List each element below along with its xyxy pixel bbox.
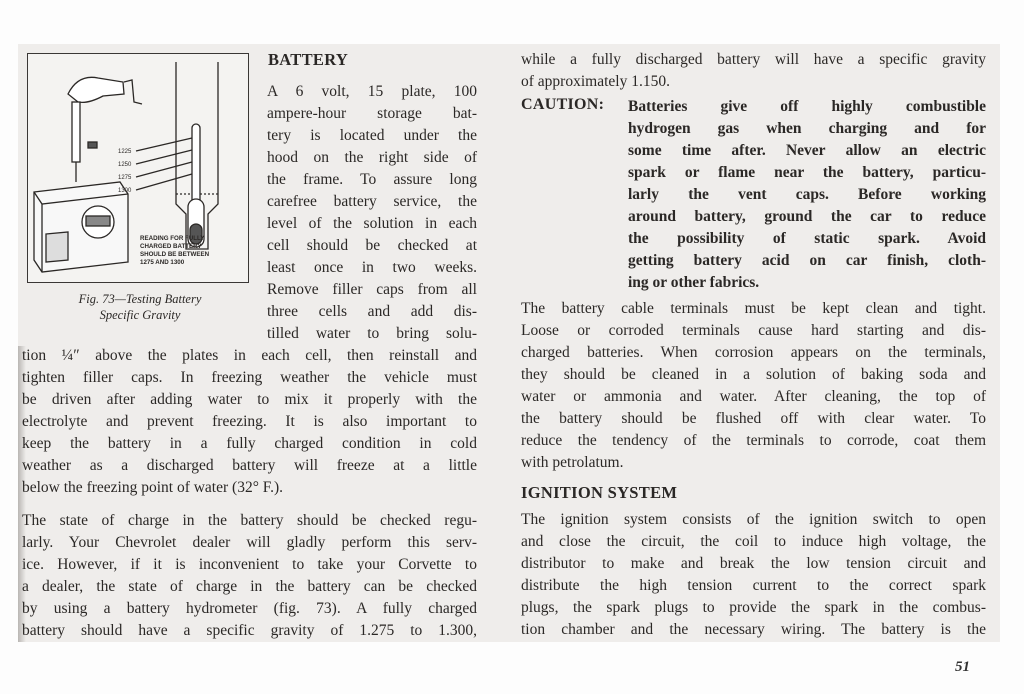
text-line: and close the circuit, the coil to induce high voltage, the bbox=[521, 533, 986, 550]
text-line: larly. Your Chevrolet dealer will gladly perform this serv- bbox=[22, 534, 477, 551]
text-line: Batteries give off highly combustible bbox=[628, 98, 986, 115]
text-line: tion chamber and the necessary wiring. The battery is the bbox=[521, 621, 986, 638]
hydrometer-illustration bbox=[28, 54, 248, 282]
text-line: battery should have a specific gravity of 1.275 to 1.300, bbox=[22, 622, 477, 639]
text-line: Remove filler caps from all bbox=[267, 281, 477, 298]
text-line: tion ¼″ above the plates in each cell, then reinstall and bbox=[22, 347, 477, 364]
text-line: The state of charge in the battery should be checked regu- bbox=[22, 512, 477, 529]
text-line: electrolyte and prevent freezing. It is also important to bbox=[22, 413, 477, 430]
text-line: around battery, ground the car to reduce bbox=[628, 208, 986, 225]
caption-line: Specific Gravity bbox=[99, 308, 181, 322]
text-line: ing or other fabrics. bbox=[628, 274, 760, 291]
caption-line: Fig. 73—Testing Battery bbox=[78, 292, 202, 306]
text-line: they should be cleaned in a solution of baking soda and bbox=[521, 366, 986, 383]
reading-note: 1275 AND 1300 bbox=[140, 259, 185, 266]
text-line: of approximately 1.150. bbox=[521, 73, 670, 90]
text-line: larly the vent caps. Before working bbox=[628, 186, 986, 203]
text-line: the possibility of static spark. Avoid bbox=[628, 230, 986, 247]
ignition-heading: IGNITION SYSTEM bbox=[521, 483, 678, 502]
text-line: The ignition system consists of the ignition switch to open bbox=[521, 511, 986, 528]
text-line: three cells and add dis- bbox=[267, 303, 477, 320]
caution-label: CAUTION: bbox=[521, 96, 605, 113]
text-line: getting battery acid on car finish, cloth- bbox=[628, 252, 986, 269]
text-line: below the freezing point of water (32° F.). bbox=[22, 479, 284, 496]
text-line: cell should be checked at bbox=[267, 237, 477, 254]
text-line: hydrogen gas when charging and for bbox=[628, 120, 986, 137]
scale-label: 1225 bbox=[118, 149, 132, 155]
text-line: Loose or corroded terminals cause hard starting and dis- bbox=[521, 322, 986, 339]
reading-note: READING FOR FULLY bbox=[140, 235, 205, 242]
text-line: distributor to make and break the low tension circuit and bbox=[521, 555, 986, 572]
text-line: while a fully discharged battery will have a specific gravity bbox=[521, 51, 986, 68]
text-line: carefree battery service, the bbox=[267, 193, 477, 210]
text-line: hood on the right side of bbox=[267, 149, 477, 166]
text-line: tery is located under the bbox=[267, 127, 477, 144]
text-line: the frame. To assure long bbox=[267, 171, 477, 188]
text-line: distribute the high tension current to the correct spark bbox=[521, 577, 986, 594]
scale-label: 1275 bbox=[118, 175, 132, 181]
text-line: charged batteries. When corrosion appears on the terminals, bbox=[521, 344, 986, 361]
figure-battery-hydrometer bbox=[27, 53, 249, 283]
text-line: a dealer, the state of charge in the battery can be checked bbox=[22, 578, 477, 595]
scale-label: 1250 bbox=[118, 162, 132, 168]
text-line: plugs, the spark plugs to provide the spark in the combus- bbox=[521, 599, 986, 616]
page-number: 51 bbox=[955, 659, 970, 675]
text-line: tilled water to bring solu- bbox=[267, 325, 477, 342]
text-line: least once in two weeks. bbox=[267, 259, 477, 276]
text-line: weather as a discharged battery will freeze at a little bbox=[22, 457, 477, 474]
battery-heading: BATTERY bbox=[268, 50, 349, 69]
text-line: ice. However, if it is inconvenient to take your Corvette to bbox=[22, 556, 477, 573]
text-line: ampere-hour storage bat- bbox=[267, 105, 477, 122]
reading-note: CHARGED BATTERY bbox=[140, 243, 202, 250]
text-line: spark or flame near the battery, particu- bbox=[628, 164, 986, 181]
text-line: by using a battery hydrometer (fig. 73). A fully charged bbox=[22, 600, 477, 617]
figure-caption bbox=[40, 291, 240, 323]
text-line: the battery should be flushed off with clear water. To bbox=[521, 410, 986, 427]
text-line: water or ammonia and water. After cleaning, the top of bbox=[521, 388, 986, 405]
text-line: some time after. Never allow an electric bbox=[628, 142, 986, 159]
text-line: be driven after adding water to mix it properly with the bbox=[22, 391, 477, 408]
text-line: reduce the tendency of the terminals to corrode, coat them bbox=[521, 432, 986, 449]
text-line: level of the solution in each bbox=[267, 215, 477, 232]
scale-label: 1300 bbox=[118, 188, 132, 194]
reading-note: SHOULD BE BETWEEN bbox=[140, 251, 210, 258]
text-line: The battery cable terminals must be kept clean and tight. bbox=[521, 300, 986, 317]
text-line: keep the battery in a fully charged condition in cold bbox=[22, 435, 477, 452]
text-line: with petrolatum. bbox=[521, 454, 624, 471]
text-line: tighten filler caps. In freezing weather the vehicle must bbox=[22, 369, 477, 386]
text-line: A 6 volt, 15 plate, 100 bbox=[267, 83, 477, 100]
